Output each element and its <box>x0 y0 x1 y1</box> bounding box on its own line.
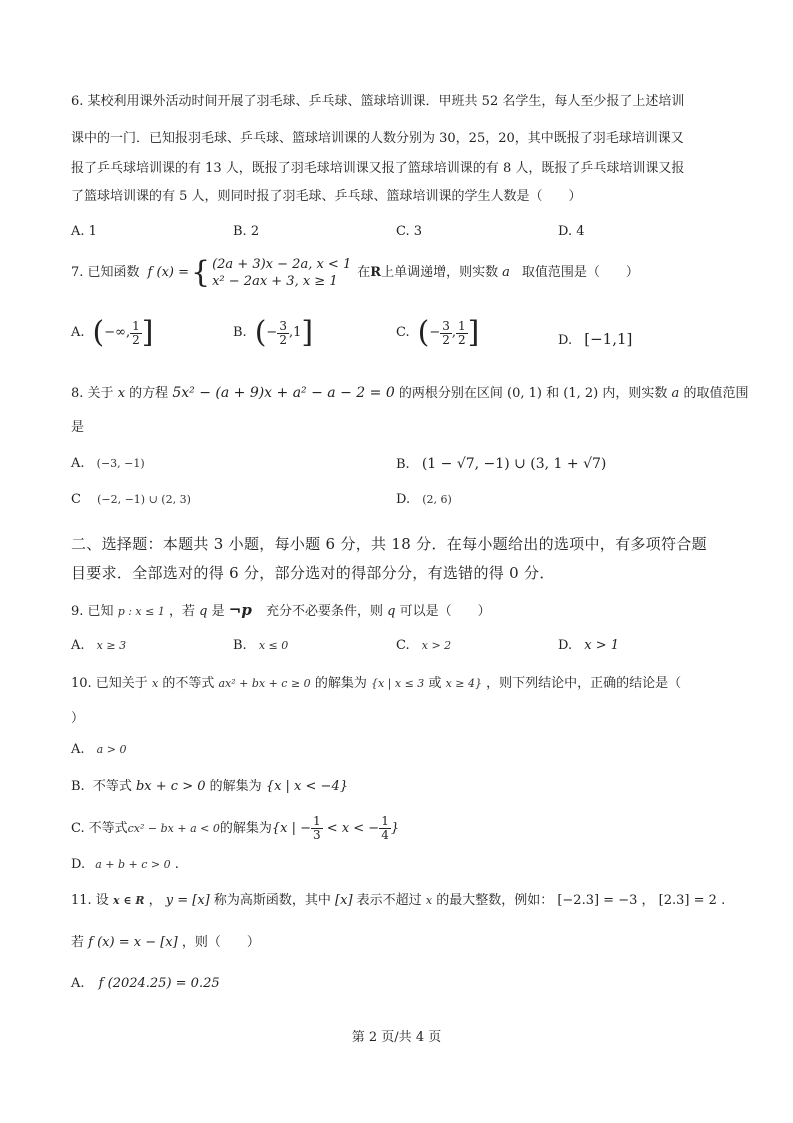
q10-option-c-set-pre: {x | − <box>271 820 312 836</box>
q7-option-d-value: [−1,1] <box>584 330 633 348</box>
q10-or: 或 <box>428 676 442 691</box>
q8-x: x <box>117 386 126 401</box>
q8-equation: 5x² − (a + 9)x + a² − a − 2 = 0 <box>172 385 395 401</box>
section-2-heading-1: 二、选择题：本题共 3 小题，每小题 6 分，共 18 分．在每小题给出的选项中，有多项符合题 <box>71 535 707 553</box>
q11-bracket-x: [x] <box>335 893 353 908</box>
q7-option-b-frac: $\frac{3}{2}$ <box>279 318 287 347</box>
q10-option-c-label: C. <box>71 820 85 836</box>
q9-stem <box>71 601 491 621</box>
q11-comma: ， <box>148 893 162 908</box>
q9-is: 是 <box>211 604 225 619</box>
q9-prefix: 9. 已知 <box>71 604 114 619</box>
q9-option-c-value: x > 2 <box>421 639 452 652</box>
q7-option-b-lparen: ( <box>254 315 267 350</box>
q8-option-a-label: A. <box>71 456 85 471</box>
q11-mid2: 表示不超过 <box>356 893 422 908</box>
q8-option-a <box>71 455 145 473</box>
q10-option-c-frac-1: $\frac{1}{3}$ <box>313 814 321 842</box>
q10-option-b-inequality: bx + c > 0 <box>135 779 206 794</box>
q7-option-b <box>233 315 314 350</box>
q7-pieces <box>212 256 351 290</box>
q7-option-c-sign: − <box>429 325 441 340</box>
q11-stem-2 <box>71 934 260 952</box>
q9-option-b <box>233 637 288 655</box>
q11-stem-1 <box>71 892 725 910</box>
q8-tail: 内，则实数 <box>602 386 668 401</box>
q10-option-d-dot: . <box>174 857 179 872</box>
q11-mid: 称为高斯函数，其中 <box>213 893 331 908</box>
q8-option-a-value: (−3, −1) <box>96 457 145 470</box>
q6-line-2: 课中的一门．已知报羽毛球、乒乓球、篮球培训课的人数分别为 30，25，20，其中既报了羽毛球培训课又 <box>71 131 684 146</box>
q8-stem-2: 是 <box>71 420 85 435</box>
q10-option-c-close: } <box>390 820 400 836</box>
q11-x: x <box>425 894 433 907</box>
q8-a: a <box>671 386 680 401</box>
q10-option-b <box>71 778 348 796</box>
q11-definition: y = [x] <box>165 893 210 908</box>
q7-option-c <box>396 315 480 350</box>
section-2-heading-2: 目要求．全部选对的得 6 分，部分选对的得部分分，有选错的得 0 分． <box>71 564 555 582</box>
q7-suffix: 上单调递增，则实数 <box>381 265 499 280</box>
q6-option-c: C. 3 <box>396 224 423 239</box>
q11-option-a-value: f (2024.25) = 0.25 <box>98 976 220 991</box>
q8-option-c-value: (−2, −1) ∪ (2, 3) <box>97 493 191 506</box>
q10-option-c-mid: < x < − <box>322 820 380 836</box>
q8-option-b <box>396 455 606 474</box>
q10-mid: 的不等式 <box>162 676 215 691</box>
q7-option-b-right: ,1 <box>288 325 302 340</box>
q7-option-a-lparen: ( <box>92 315 105 350</box>
q11-if: 若 <box>71 935 85 950</box>
q7-fx: f (x) = <box>147 265 189 280</box>
q7-option-c-label: C. <box>396 325 410 340</box>
q9-q2: q <box>387 604 396 619</box>
q7-brace: { <box>191 255 211 290</box>
q9-option-a-label: A. <box>71 638 85 653</box>
q10-stem-2: ） <box>71 711 85 726</box>
q8-option-d-value: (2, 6) <box>422 493 452 506</box>
q7-piece-2: x² − 2ax + 3, x ≥ 1 <box>212 274 338 289</box>
q10-option-d <box>71 856 179 874</box>
q11-prefix: 11. 设 <box>71 893 109 908</box>
q8-option-d-label: D. <box>396 492 411 507</box>
q6-option-b: B. 2 <box>233 224 260 239</box>
q7-option-c-frac-1: $\frac{3}{2}$ <box>442 318 450 347</box>
q9-p: p : x ≤ 1 <box>117 605 165 618</box>
q10-option-c-inequality: cx² − bx + a < 0 <box>127 821 220 835</box>
q7-option-a-frac: $\frac{1}{2}$ <box>132 318 140 347</box>
q9-option-a-value: x ≥ 3 <box>96 639 127 652</box>
q11-stem-tail: ，则（ ） <box>181 935 260 950</box>
q10-mid2: 的解集为 <box>314 676 367 691</box>
q8-option-b-value: (1 − √7, −1) ∪ (3, 1 + √7) <box>421 456 607 472</box>
q9-tail: 充分不必要条件，则 <box>265 604 383 619</box>
q10-option-d-value: a + b + c > 0 <box>95 858 171 871</box>
q9-option-d-value: x > 1 <box>584 638 619 653</box>
q9-q: q <box>199 604 208 619</box>
q10-option-c <box>71 815 399 842</box>
q8-stem-1 <box>71 384 748 403</box>
q6-option-a: A. 1 <box>71 224 97 239</box>
q11-dot: . <box>721 893 726 908</box>
q7-tail: 取值范围是（ ） <box>521 265 639 280</box>
q7-option-d <box>558 330 632 350</box>
q8-mid: 的方程 <box>129 386 169 401</box>
q10-option-c-text: 不等式 <box>88 820 128 836</box>
q8-option-c-label: C <box>71 492 81 507</box>
q6-line-4: 了篮球培训课的有 5 人，则同时报了羽毛球、乒乓球、篮球培训课的学生人数是（ ） <box>71 189 582 204</box>
q6-line-3: 报了乒乓球培训课的有 13 人，既报了羽毛球培训课又报了篮球培训课的有 8 人，既报了乒乓球培训课又报 <box>71 161 685 176</box>
q11-separator: ， <box>641 893 655 908</box>
q7-option-a-label: A. <box>71 325 85 340</box>
q8-option-c <box>71 491 191 509</box>
q10-stem-1 <box>71 675 681 693</box>
q10-tail: ，则下列结论中，正确的结论是（ <box>486 676 682 691</box>
q10-inequality: ax² + bx + c ≥ 0 <box>218 677 311 690</box>
q8-prefix: 8. 关于 <box>71 386 114 401</box>
q8-tail2: 的取值范围 <box>683 386 749 401</box>
q7-R: R <box>370 265 382 280</box>
q9-option-a <box>71 637 126 655</box>
q9-option-c <box>396 637 451 655</box>
q7-stem <box>71 256 639 290</box>
q10-option-a <box>71 741 126 759</box>
page-footer: 第 2 页/共 4 页 <box>351 1030 442 1045</box>
q7-a: a <box>502 265 510 280</box>
q11-example-1: [−2.3] = −3 <box>557 893 638 908</box>
q8-option-d <box>396 491 452 509</box>
q9-mid: ，若 <box>168 604 195 619</box>
q7-option-b-label: B. <box>233 325 247 340</box>
q10-option-d-label: D. <box>71 857 86 872</box>
q10-x: x <box>151 677 159 690</box>
q10-set: {x | x ≤ 3 <box>370 677 425 690</box>
q9-option-b-value: x ≤ 0 <box>258 639 289 652</box>
q7-option-c-frac-2: $\frac{1}{2}$ <box>458 318 466 347</box>
q10-option-a-label: A. <box>71 742 85 757</box>
q7-option-c-lparen: ( <box>417 315 430 350</box>
q11-tail: 的最大整数，例如： <box>436 893 554 908</box>
q7-option-b-rbracket: ] <box>301 315 314 350</box>
q7-option-a-rbracket: ] <box>141 315 154 350</box>
q7-option-c-comma: , <box>451 325 457 340</box>
q7-option-a-left: −∞, <box>104 325 131 340</box>
q10-option-b-text: 不等式 <box>92 779 132 794</box>
q11-x-in-R: x ∈ R <box>112 894 145 907</box>
q9-option-b-label: B. <box>233 638 247 653</box>
q10-option-a-value: a > 0 <box>96 743 127 756</box>
q10-option-b-set: {x | x < −4} <box>265 779 348 794</box>
q10-option-b-label: B. <box>71 779 85 794</box>
q6-line-1: 6. 某校利用课外活动时间开展了羽毛球、乒乓球、篮球培训课．甲班共 52 名学生，每人至少报了上述培训 <box>71 94 685 109</box>
q7-option-c-rbracket: ] <box>467 315 480 350</box>
q10-option-c-frac-2: $\frac{1}{4}$ <box>381 814 389 842</box>
q6-option-d: D. 4 <box>558 224 585 239</box>
q7-option-a <box>71 315 154 350</box>
q7-option-d-label: D. <box>558 333 573 348</box>
q11-option-a-label: A. <box>71 976 85 991</box>
q9-not-p: ¬p <box>228 601 252 619</box>
q9-option-d <box>558 637 619 655</box>
q8-interval-1: (0, 1) <box>507 386 542 401</box>
q9-tail2: 可以是（ ） <box>399 604 491 619</box>
q7-in: 在 <box>357 265 371 280</box>
q7-option-b-sign: − <box>266 325 278 340</box>
q7-piece-1: (2a + 3)x − 2a, x < 1 <box>212 257 352 272</box>
q7-prefix: 7. 已知函数 <box>71 265 140 280</box>
q10-prefix: 10. 已知关于 <box>71 676 148 691</box>
q11-example-2: [2.3] = 2 <box>658 893 717 908</box>
q8-option-b-label: B. <box>396 457 410 472</box>
q9-option-d-label: D. <box>558 638 573 653</box>
q10-option-c-text2: 的解集为 <box>219 820 272 836</box>
q10-option-b-text2: 的解集为 <box>209 779 262 794</box>
q11-f-definition: f (x) = x − [x] <box>88 935 178 950</box>
q8-mid2: 的两根分别在区间 <box>398 386 503 401</box>
q8-and: 和 <box>546 386 560 401</box>
q8-interval-2: (1, 2) <box>563 386 599 401</box>
q11-option-a <box>71 975 220 993</box>
q9-option-c-label: C. <box>396 638 410 653</box>
q10-set2: x ≥ 4} <box>445 677 483 690</box>
